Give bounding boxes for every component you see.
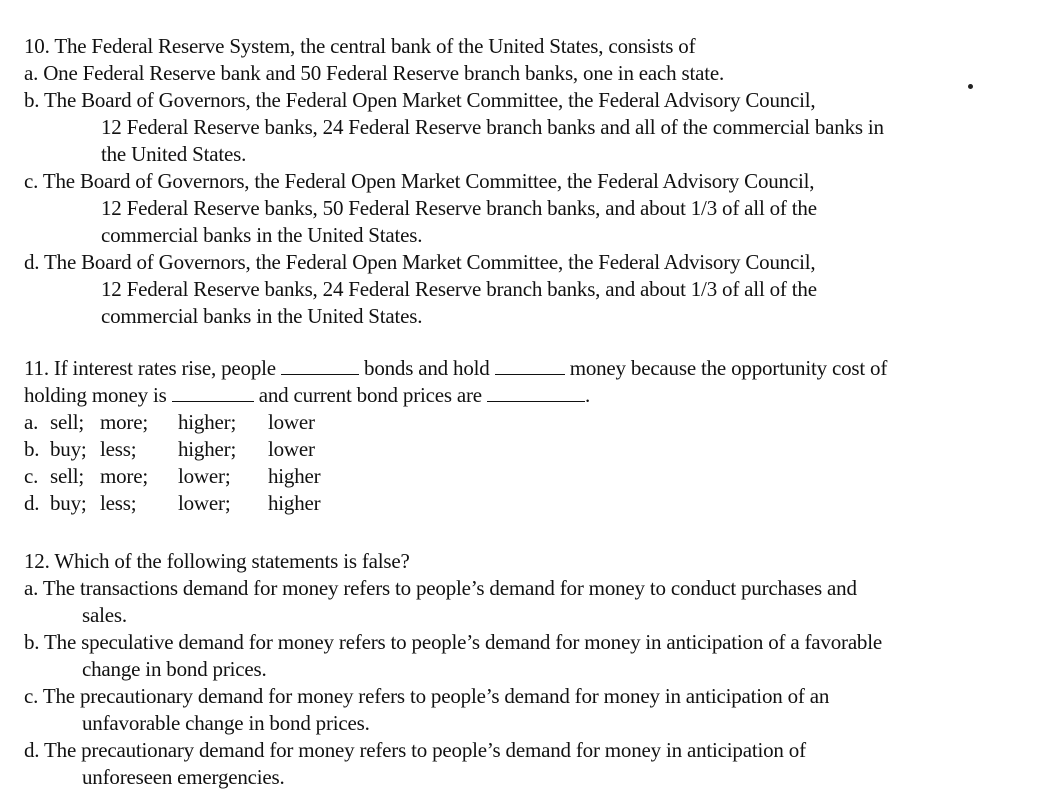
option-col4: higher [268,464,321,488]
q12-option-a-line1: a. The transactions demand for money refers to people’s demand for money to conduct purchases and [24,576,857,600]
stray-mark-dot [968,84,973,89]
q11-option-a [24,409,315,435]
q11-stem-line2 [24,382,590,408]
q11-stem-line1 [24,355,887,381]
q12-option-b-line1: b. The speculative demand for money refers to people’s demand for money in anticipation of a favorable [24,630,882,654]
q12-option-b-line2: change in bond prices. [82,657,267,681]
q12-option-c-line1: c. The precautionary demand for money refers to people’s demand for money in anticipation of an [24,684,830,708]
option-letter: c. [24,464,39,488]
option-col1: buy; [50,491,87,515]
q10-option-c-line2: 12 Federal Reserve banks, 50 Federal Reserve branch banks, and about 1/3 of all of the [101,196,817,220]
option-letter: b. [24,437,40,461]
q11-stem-part1: 11. If interest rates rise, people [24,356,276,380]
q12-option-a-line2: sales. [82,603,127,627]
q10-option-d-line3: commercial banks in the United States. [101,304,423,328]
q10-option-b-line3: the United States. [101,142,247,166]
option-letter: a. [24,410,39,434]
option-col3: higher; [178,437,237,461]
option-col3: lower; [178,464,231,488]
q10-option-a: a. One Federal Reserve bank and 50 Federal Reserve branch banks, one in each state. [24,61,725,85]
q10-option-b-line1: b. The Board of Governors, the Federal Open Market Committee, the Federal Advisory Council, [24,88,816,112]
q10-option-d-line1: d. The Board of Governors, the Federal Open Market Committee, the Federal Advisory Council, [24,250,816,274]
q11-stem-part3: money because the opportunity cost of [569,356,888,380]
q10-option-c-line3: commercial banks in the United States. [101,223,423,247]
option-col2: less; [100,491,137,515]
option-col4: lower [268,410,315,434]
q11-option-b [24,436,315,462]
q12-stem: 12. Which of the following statements is false? [24,549,410,573]
answer-blank-1 [281,356,359,375]
option-col1: sell; [50,410,84,434]
option-col3: lower; [178,491,231,515]
q11-stem-part5: and current bond prices are [258,383,482,407]
q10-option-d-line2: 12 Federal Reserve banks, 24 Federal Reserve branch banks, and about 1/3 of all of the [101,277,817,301]
answer-blank-3 [172,383,254,402]
q11-stem-period: . [585,383,591,407]
q10-stem: 10. The Federal Reserve System, the central bank of the United States, consists of [24,34,696,58]
q11-stem-part4: holding money is [24,383,167,407]
q10-option-c-line1: c. The Board of Governors, the Federal Open Market Committee, the Federal Advisory Council, [24,169,815,193]
option-letter: d. [24,491,40,515]
answer-blank-4 [487,383,585,402]
q11-option-d [24,490,320,516]
q10-option-b-line2: 12 Federal Reserve banks, 24 Federal Reserve branch banks and all of the commercial banks in [101,115,884,139]
option-col4: higher [268,491,321,515]
option-col3: higher; [178,410,237,434]
option-col1: buy; [50,437,87,461]
option-col2: more; [100,464,148,488]
q12-option-d-line2: unforeseen emergencies. [82,765,285,789]
q12-option-c-line2: unfavorable change in bond prices. [82,711,370,735]
q11-option-c [24,463,320,489]
q12-option-d-line1: d. The precautionary demand for money refers to people’s demand for money in anticipation of [24,738,806,762]
option-col2: more; [100,410,148,434]
q11-stem-part2: bonds and hold [364,356,490,380]
option-col1: sell; [50,464,84,488]
option-col2: less; [100,437,137,461]
option-col4: lower [268,437,315,461]
answer-blank-2 [495,356,565,375]
